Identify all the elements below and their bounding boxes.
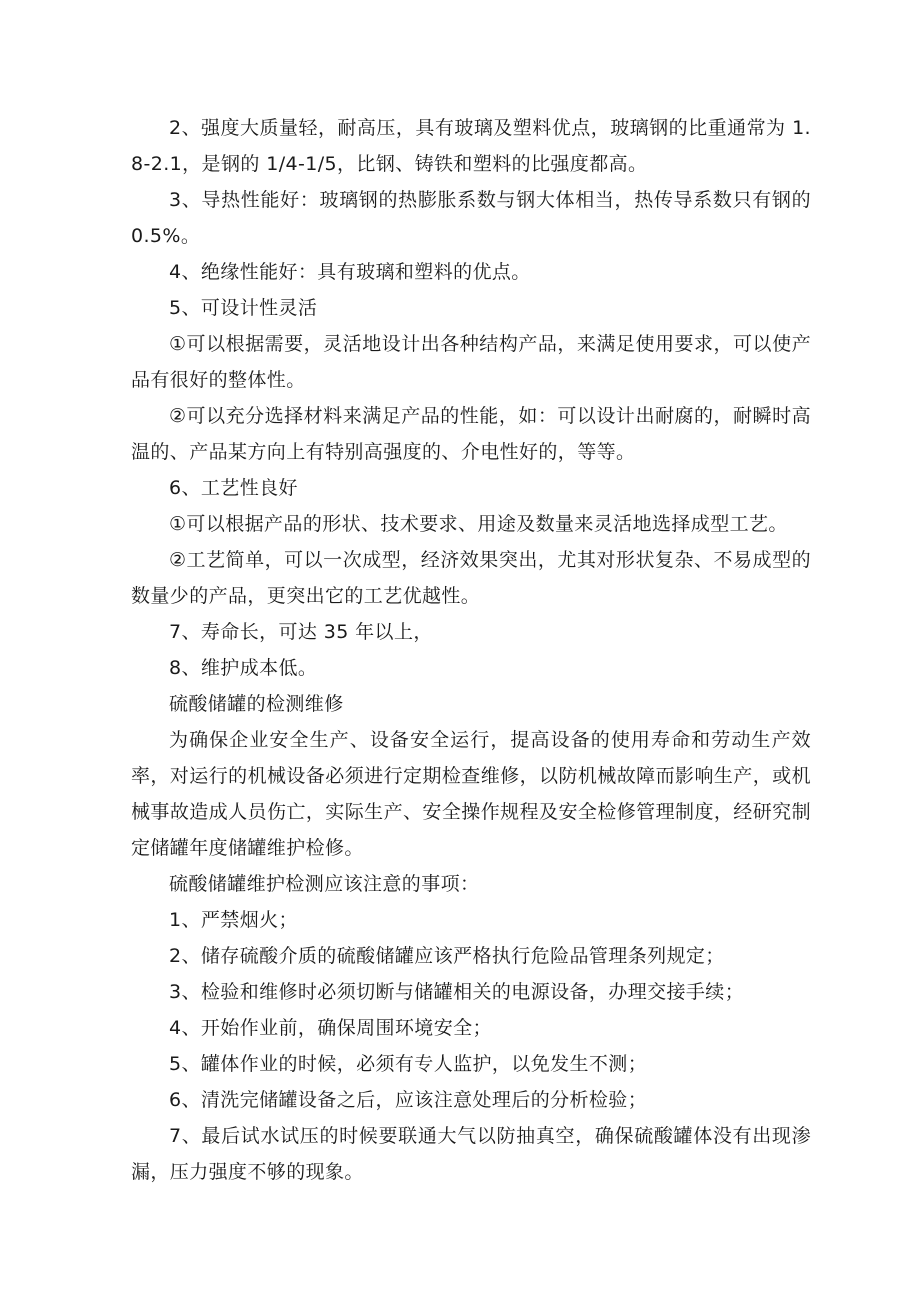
paragraph-process-heading: 6、工艺性良好	[169, 477, 298, 499]
paragraph-precautions-heading: 硫酸储罐维护检测应该注意的事项：	[169, 873, 480, 895]
paragraph-design-heading: 5、可设计性灵活	[169, 297, 318, 319]
document-body	[131, 110, 811, 1190]
precaution-item-7: 7、最后试水试压的时候要联通大气以防抽真空，确保硫酸罐体没有出现渗漏，压力强度不够的现象。	[131, 1125, 811, 1183]
paragraph-insulation: 4、绝缘性能好：具有玻璃和塑料的优点。	[169, 261, 531, 283]
section-heading-inspection: 硫酸储罐的检测维修	[169, 693, 344, 715]
paragraph-process-1: ①可以根据产品的形状、技术要求、用途及数量来灵活地选择成型工艺。	[169, 513, 788, 535]
paragraph-strength: 2、强度大质量轻，耐高压，具有玻璃及塑料优点，玻璃钢的比重通常为 1.8-2.1，是钢的 1/4-1/5，比钢、铸铁和塑料的比强度都高。	[131, 117, 811, 175]
paragraph-design-2: ②可以充分选择材料来满足产品的性能，如：可以设计出耐腐的，耐瞬时高温的、产品某方向上有特别高强度的、介电性好的，等等。	[131, 405, 811, 463]
paragraph-lifespan: 7、寿命长，可达 35 年以上，	[169, 621, 433, 643]
precaution-item-3: 3、检验和维修时必须切断与储罐相关的电源设备，办理交接手续；	[169, 981, 745, 1003]
paragraph-design-1: ①可以根据需要，灵活地设计出各种结构产品，来满足使用要求，可以使产品有很好的整体性。	[131, 333, 811, 391]
precaution-item-5: 5、罐体作业的时候，必须有专人监护，以免发生不测；	[169, 1053, 648, 1075]
paragraph-process-2: ②工艺简单，可以一次成型，经济效果突出，尤其对形状复杂、不易成型的数量少的产品，更突出它的工艺优越性。	[131, 549, 811, 607]
precaution-item-1: 1、严禁烟火；	[169, 909, 298, 931]
precaution-item-6: 6、清洗完储罐设备之后，应该注意处理后的分析检验；	[169, 1089, 648, 1111]
paragraph-inspection-intro: 为确保企业安全生产、设备安全运行，提高设备的使用寿命和劳动生产效率，对运行的机械设备必须进行定期检查维修，以防机械故障而影响生产，或机械事故造成人员伤亡，实际生产、安全操作规程及安全检修管理制度，经研究制定储罐年度储罐维护检修。	[131, 729, 811, 859]
precaution-item-4: 4、开始作业前，确保周围环境安全；	[169, 1017, 492, 1039]
paragraph-maintenance-cost: 8、维护成本低。	[169, 657, 318, 679]
precaution-item-2: 2、储存硫酸介质的硫酸储罐应该严格执行危险品管理条列规定；	[169, 945, 725, 967]
paragraph-thermal: 3、导热性能好：玻璃钢的热膨胀系数与钢大体相当，热传导系数只有钢的 0.5%。	[131, 189, 811, 247]
